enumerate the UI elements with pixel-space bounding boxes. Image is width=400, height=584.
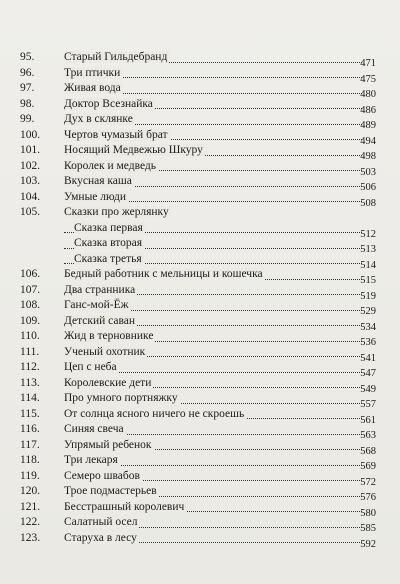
entry-title: Семеро швабов [64,469,140,482]
entry-title-wrap [64,159,360,175]
entry-title-wrap [64,298,360,314]
entry-title: Салатный осел [64,516,138,528]
entry-title-wrap [64,407,360,423]
toc-entry [0,50,400,69]
entry-number: 122. [20,516,41,528]
toc-entry [0,174,400,193]
entry-title: Детский саван [64,314,136,327]
entry-page-number: 592 [360,538,376,550]
entry-page-number: 568 [360,445,376,457]
entry-title-wrap [64,531,360,547]
toc-entry [0,531,400,550]
toc-entry [0,252,400,271]
entry-title: Два странника [64,283,136,296]
toc-entry [0,97,400,116]
entry-title-wrap [64,391,360,407]
entry-title-wrap [64,453,360,469]
entry-title-wrap [64,422,360,438]
toc-entry [0,221,400,240]
entry-title-wrap [64,469,360,485]
toc-entry [0,453,400,472]
entry-title-wrap [64,190,360,206]
entry-title: Три птички [64,66,121,79]
toc-entry [0,236,400,255]
entry-number: 119. [20,469,40,482]
entry-page-number: 498 [360,151,376,162]
entry-title-wrap [64,128,360,144]
entry-number: 98. [20,97,35,110]
entry-number: 105. [20,206,41,218]
entry-page-number: 536 [360,337,376,348]
entry-page-number: 534 [360,321,376,333]
entry-page-number: 486 [360,104,376,116]
entry-title: Бесстрашный королевич [64,500,185,513]
entry-title: Сказка третья [74,252,142,265]
entry-page-number: 563 [360,430,376,441]
entry-title: Королек и медведь [64,159,157,172]
entry-number: 104. [20,190,41,203]
entry-number: 107. [20,283,41,296]
entry-number: 100. [20,128,41,141]
entry-number: 103. [20,175,41,187]
entry-title-wrap [64,112,360,128]
entry-title-wrap [64,360,360,376]
entry-title: Ганс-мой-Ёж [64,299,129,311]
toc-entry [0,112,400,131]
entry-title-wrap [64,97,360,113]
entry-title-wrap [64,314,360,330]
toc-entry [0,438,400,457]
toc-entry [0,391,400,410]
entry-page-number: 549 [360,383,376,395]
entry-title-wrap [64,376,360,392]
toc-entry [0,81,400,100]
toc-entry [0,484,400,503]
entry-title: Сказка вторая [74,237,143,249]
entry-page-number: 515 [360,275,376,286]
toc-entry [0,314,400,333]
entry-title: Старый Гильдебранд [64,51,168,63]
entry-title: Носящий Медвежью Шкуру [64,144,203,156]
entry-number: 95. [20,51,35,63]
entry-title: Цеп с неба [64,361,117,373]
entry-title: Ученый охотник [64,345,146,358]
entry-number: 112. [20,361,40,373]
entry-page-number: 475 [360,73,376,85]
entry-title-wrap [64,484,360,500]
entry-page-number: 572 [360,476,376,488]
entry-title-wrap [64,500,360,516]
entry-title: Трое подмастерьев [64,485,157,497]
entry-number: 108. [20,299,41,311]
toc-entry [0,345,400,364]
entry-page-number: 494 [360,135,376,147]
entry-title-wrap [64,174,360,190]
entry-number: 121. [20,500,41,513]
entry-number: 117. [20,438,40,451]
toc-entry [0,515,400,534]
entry-page-number: 503 [360,166,376,178]
entry-page-number: 569 [360,461,376,472]
entry-title: Бедный работник с мельницы и кошечка [64,268,263,280]
entry-number: 99. [20,113,35,125]
entry-title: Сказки про жерлянку [64,206,169,218]
entry-number: 111. [20,345,40,358]
entry-title: Сказка первая [74,221,143,234]
entry-title: От солнца ясного ничего не скроешь [64,407,245,420]
entry-number: 97. [20,82,35,94]
toc-entry [0,205,400,221]
entry-page-number: 508 [360,197,376,209]
entry-page-number: 580 [360,507,376,519]
entry-page-number: 506 [360,182,376,193]
entry-page-number: 576 [360,492,376,503]
entry-title-wrap [64,345,360,361]
entry-title: Живая вода [64,82,121,94]
toc-entry [0,66,400,85]
entry-number: 109. [20,314,41,327]
toc-entry [0,143,400,162]
entry-page-number: 557 [360,399,376,410]
entry-page-number: 519 [360,290,376,302]
entry-title: Упрямый ребенок [64,438,152,451]
entry-number: 102. [20,159,41,172]
entry-page-number: 547 [360,368,376,379]
entry-page-number: 561 [360,414,376,426]
entry-page-number: 471 [360,58,376,69]
entry-title-wrap [74,221,360,237]
entry-number: 101. [20,144,41,156]
entry-title: Синяя свеча [64,423,124,435]
entry-number: 118. [20,454,40,466]
toc-entry [0,329,400,348]
entry-title: Чертов чумазый брат [64,128,168,141]
entry-title-wrap [64,515,360,531]
entry-page-number: 541 [360,352,376,364]
toc-entry [0,360,400,379]
entry-title-wrap [74,236,360,252]
toc-entry [0,283,400,302]
entry-title: Про умного портняжку [64,392,178,404]
entry-number: 113. [20,376,40,389]
entry-number: 110. [20,330,40,342]
entry-number: 115. [20,407,40,420]
entry-title-wrap [64,205,360,221]
entry-page-number: 480 [360,89,376,100]
toc-entry [0,469,400,488]
toc-entry [0,128,400,147]
entry-page-number: 512 [360,228,376,240]
entry-title: Дух в склянке [64,113,133,125]
toc-entry [0,422,400,441]
entry-number: 106. [20,268,41,280]
entry-number: 114. [20,392,40,404]
entry-page-number: 513 [360,244,376,255]
entry-title-wrap [74,252,360,268]
entry-title-wrap [64,267,360,283]
entry-title: Королевские дети [64,376,152,389]
entry-title-wrap [64,283,360,299]
entry-title: Доктор Всезнайка [64,97,153,110]
entry-page-number: 489 [360,120,376,131]
toc-entry [0,407,400,426]
entry-title: Умные люди [64,190,127,203]
entry-page-number: 514 [360,259,376,271]
toc-entry [0,159,400,178]
entry-title-wrap [64,143,360,159]
table-of-contents [0,50,400,550]
entry-title: Старуха в лесу [64,531,137,544]
entry-number: 123. [20,531,41,544]
entry-title: Три лекаря [64,454,118,466]
entry-title-wrap [64,66,360,82]
toc-entry [0,500,400,519]
entry-title: Вкусная каша [64,175,132,187]
entry-title-wrap [64,329,360,345]
toc-entry [0,190,400,209]
entry-title-wrap [64,81,360,97]
entry-title-wrap [64,50,360,66]
entry-number: 96. [20,66,35,79]
toc-entry [0,376,400,395]
entry-title: Жид в терновнике [64,330,154,342]
toc-entry [0,267,400,286]
entry-number: 116. [20,423,40,435]
entry-page-number: 529 [360,306,376,317]
entry-title-wrap [64,438,360,454]
entry-number: 120. [20,485,41,497]
toc-entry [0,298,400,317]
entry-page-number: 585 [360,523,376,534]
